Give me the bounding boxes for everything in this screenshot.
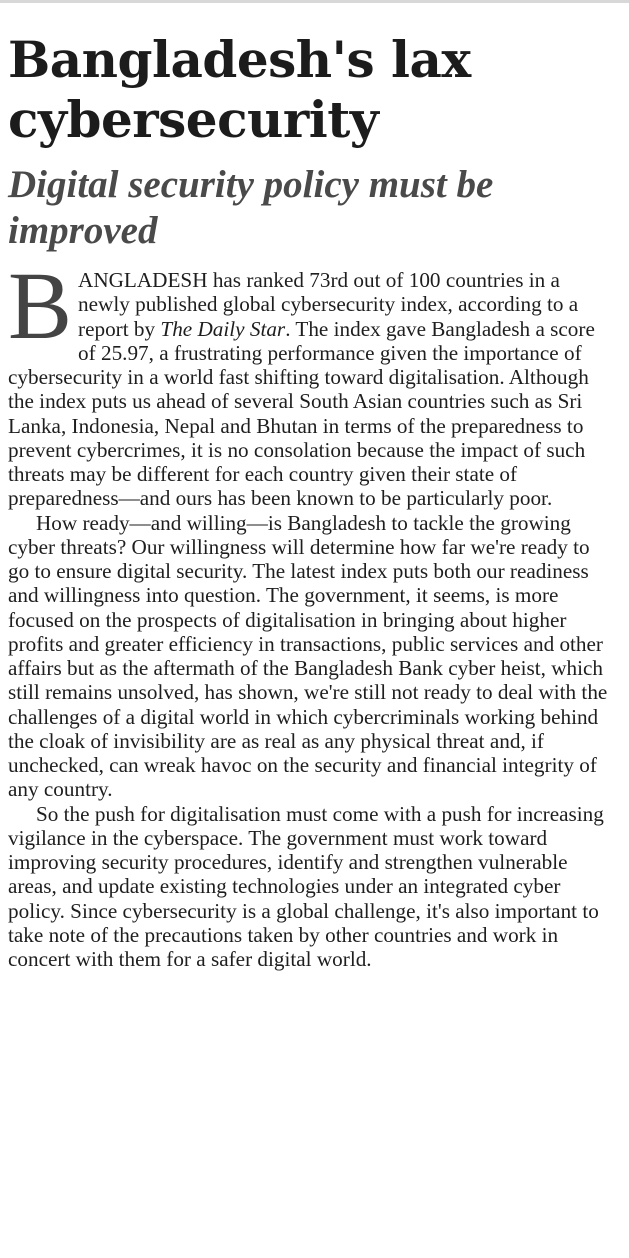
paragraph-3: So the push for digitalisation must come with a push for increasing vigilance in the cyberspace. The government must work toward improving security procedures, identify and strengthen vulnerable areas, and update existing technologies under an integrated cyber policy. Since cybersecurity is a global challenge, it's also important to take note of the precautions taken by other countries and work in concert with them for a safer digital world.	[8, 801, 604, 971]
paragraph-1-text-a: has ranked 73rd out of 100 countries in a newly published global cybersecurity index, according to a report by	[78, 268, 579, 341]
article-body	[8, 252, 609, 971]
deck: Digital security policy must be improved	[8, 163, 494, 252]
paragraph-1	[8, 252, 609, 511]
paragraph-2: How ready—and willing—is Bangladesh to tackle the growing cyber threats? Our willingness will determine how far we're ready to go to ensure digital security. The latest index puts both our readiness and willingness into question. The government, it seems, is more focused on the prospects of digitalisation in bringing about higher profits and greater efficiency in transactions, public services and other affairs but as the aftermath of the Bangladesh Bank cyber heist, which still remains unsolved, has shown, we're still not ready to deal with the challenges of a digital world in which cybercriminals working behind the cloak of invisibility are as real as any physical threat and, if unchecked, can wreak havoc on the security and financial integrity of any country.	[8, 510, 608, 802]
paragraph-1-text-b: . The index gave Bangladesh a score of 25.97, a frustrating performance given the importance of cybersecurity in a world fast shifting toward digitalisation. Although the index puts us ahead of several South Asian countries such as Sri Lanka, Indonesia, Nepal and Bhutan in terms of the preparedness to prevent cybercrimes, it is no consolation because the impact of such threats may be different for each country given their state of preparedness—and ours has been known to be particularly poor.	[8, 316, 595, 511]
lead-word: ANGLADESH	[78, 268, 208, 292]
headline: Bangladesh's lax cybersecurity	[8, 30, 471, 149]
drop-cap: B	[8, 252, 73, 359]
publication-name: The Daily Star	[160, 316, 286, 341]
